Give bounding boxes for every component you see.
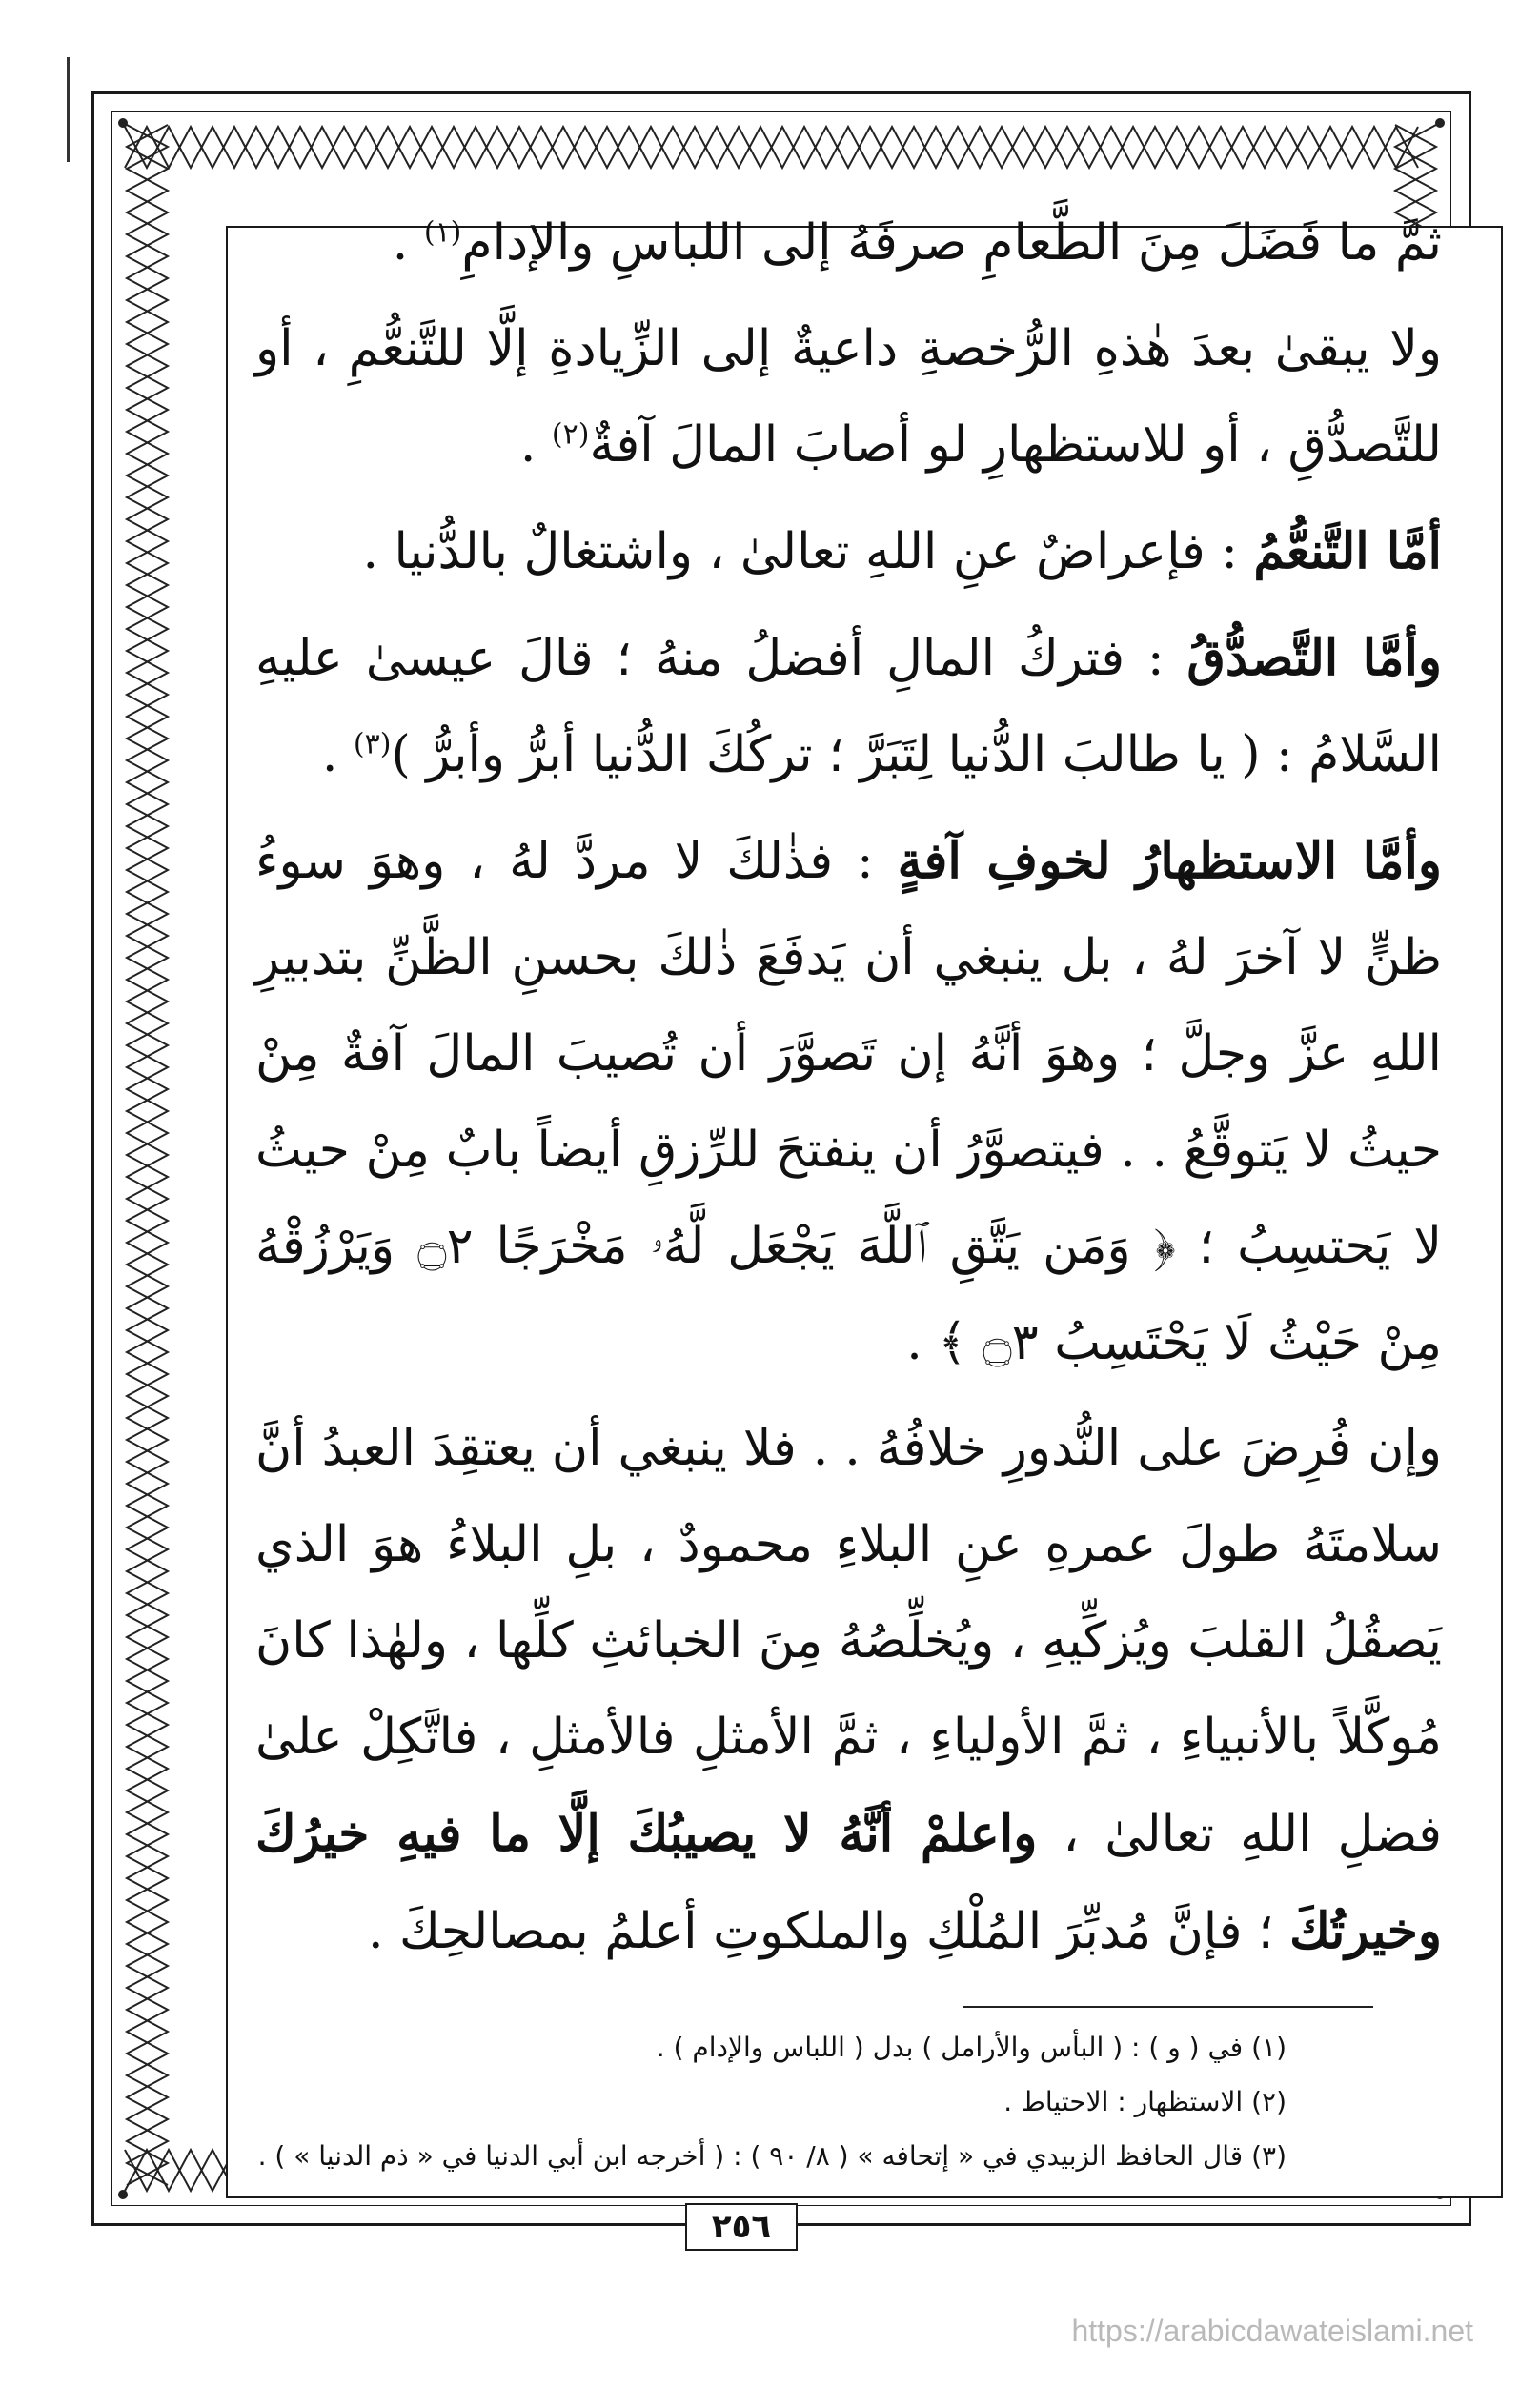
paragraph-2-text: ولا يبقىٰ بعدَ هٰذهِ الرُّخصةِ داعيةٌ إلى الزِّيادةِ إلَّا للتَّنعُّمِ ، أو للتَّصدُّقِ ، أو للاستظهارِ لو أصابَ المالَ آفةٌ [255,320,1442,474]
footnote-separator [963,2006,1373,2008]
footnote-ref-1[interactable]: (١) [423,215,462,250]
paragraph-4-lead: وأمَّا التَّصدُّقُ [1186,629,1442,687]
paragraph-5-end: . [906,1314,939,1371]
paragraph-2-end: . [519,416,552,474]
footnote-3: (٣) قال الحافظ الزبيدي في « إتحافه » ( ٨/ ٩٠ ) : ( أخرجه ابن أبي الدنيا في « ذم الدنيا » ) . [257,2140,1287,2172]
margin-mark [67,57,70,162]
paragraph-4-text: : فتركُ المالِ أفضلُ منهُ ؛ قالَ عيسىٰ عليهِ السَّلامُ : ( يا طالبَ الدُّنيا لِتَبَرَّ ؛ تركُكَ الدُّنيا أبرُّ وأبرُّ ) [255,630,1442,783]
paragraph-3-text: : فإعراضٌ عنِ اللهِ تعالىٰ ، واشتغالٌ بالدُّنيا . [362,523,1254,580]
paragraph-2 [255,301,1442,494]
paragraph-5 [255,813,1442,1391]
watermark-url: https://arabicdawateislami.net [1071,2314,1473,2348]
footnote-ref-3[interactable]: (٣) [353,727,392,761]
paragraph-6-bold: واعلمْ أنَّهُ لا يصيبُكَ إلَّا ما فيهِ خيرُكَ وخيرتُكَ [255,1805,1442,1960]
paragraph-5-text: : فذٰلكَ لا مردَّ لهُ ، وهوَ سوءُ ظنٍّ لا آخرَ لهُ ، بل ينبغي أن يَدفَعَ ذٰلكَ بحسنِ الظَّنِّ بتدبيرِ اللهِ عزَّ وجلَّ ؛ وهوَ أنَّهُ إن تَصوَّرَ أن تُصيبَ المالَ آفةٌ مِنْ حيثُ لا يَتوقَّعُ . . فيتصوَّرُ أن ينفتحَ للرِّزقِ أيضاً بابٌ مِنْ حيثُ لا يَحتسِبُ ؛ [255,833,1442,1275]
paragraph-1-end: . [392,214,424,272]
footnote-ref-2[interactable]: (٢) [551,417,590,452]
paragraph-1-text: ثمَّ ما فَضَلَ مِنَ الطَّعامِ صرفَهُ إلى اللباسِ والإدامِ [461,214,1442,272]
footnote-2: (٢) الاستظهار : الاحتياط . [1003,2086,1287,2117]
paragraph-6 [255,1401,1442,1980]
paragraph-6-text-end: ؛ فإنَّ مُدبِّرَ المُلْكِ والملكوتِ أعلمُ بمصالحِكَ . [367,1903,1290,1960]
paragraph-3-lead: أمَّا التَّنعُّمُ [1253,522,1442,580]
paragraph-5-lead: وأمَّا الاستظهارُ لخوفِ آفةٍ [897,832,1443,890]
quran-verse: ﴿ وَمَن يَتَّقِ ٱللَّهَ يَجْعَل لَّهُۥ مَخْرَجًا ۝٢ وَيَرْزُقْهُ مِنْ حَيْثُ لَا يَحْتَسِبُ ۝٣ ﴾ [255,1218,1442,1371]
paragraph-3 [255,503,1442,600]
paragraph-6-text: وإن فُرِضَ على النُّدورِ خلافُهُ . . فلا ينبغي أن يعتقِدَ العبدُ أنَّ سلامتَهُ طولَ عمرهِ عنِ البلاءِ محمودٌ ، بلِ البلاءُ هوَ الذي يَصقُلُ القلبَ ويُزكِّيهِ ، ويُخلِّصُهُ مِنَ الخبائثِ كلِّها ، ولهٰذا كانَ مُوكَّلاً بالأنبياءِ ، ثمَّ الأولياءِ ، ثمَّ الأمثلِ فالأمثلِ ، فاتَّكِلْ علىٰ فضلِ اللهِ تعالىٰ ، [255,1420,1442,1863]
paragraph-4-end: . [321,726,354,783]
main-text [255,195,1442,1977]
paragraph-4 [255,610,1442,803]
footnote-1: (١) في ( و ) : ( البأس والأرامل ) بدل ( اللباس والإدام ) . [656,2032,1287,2063]
paragraph-1 [255,195,1442,292]
footnotes [57,2020,1287,2183]
page-number: ٢٥٦ [685,2203,798,2251]
